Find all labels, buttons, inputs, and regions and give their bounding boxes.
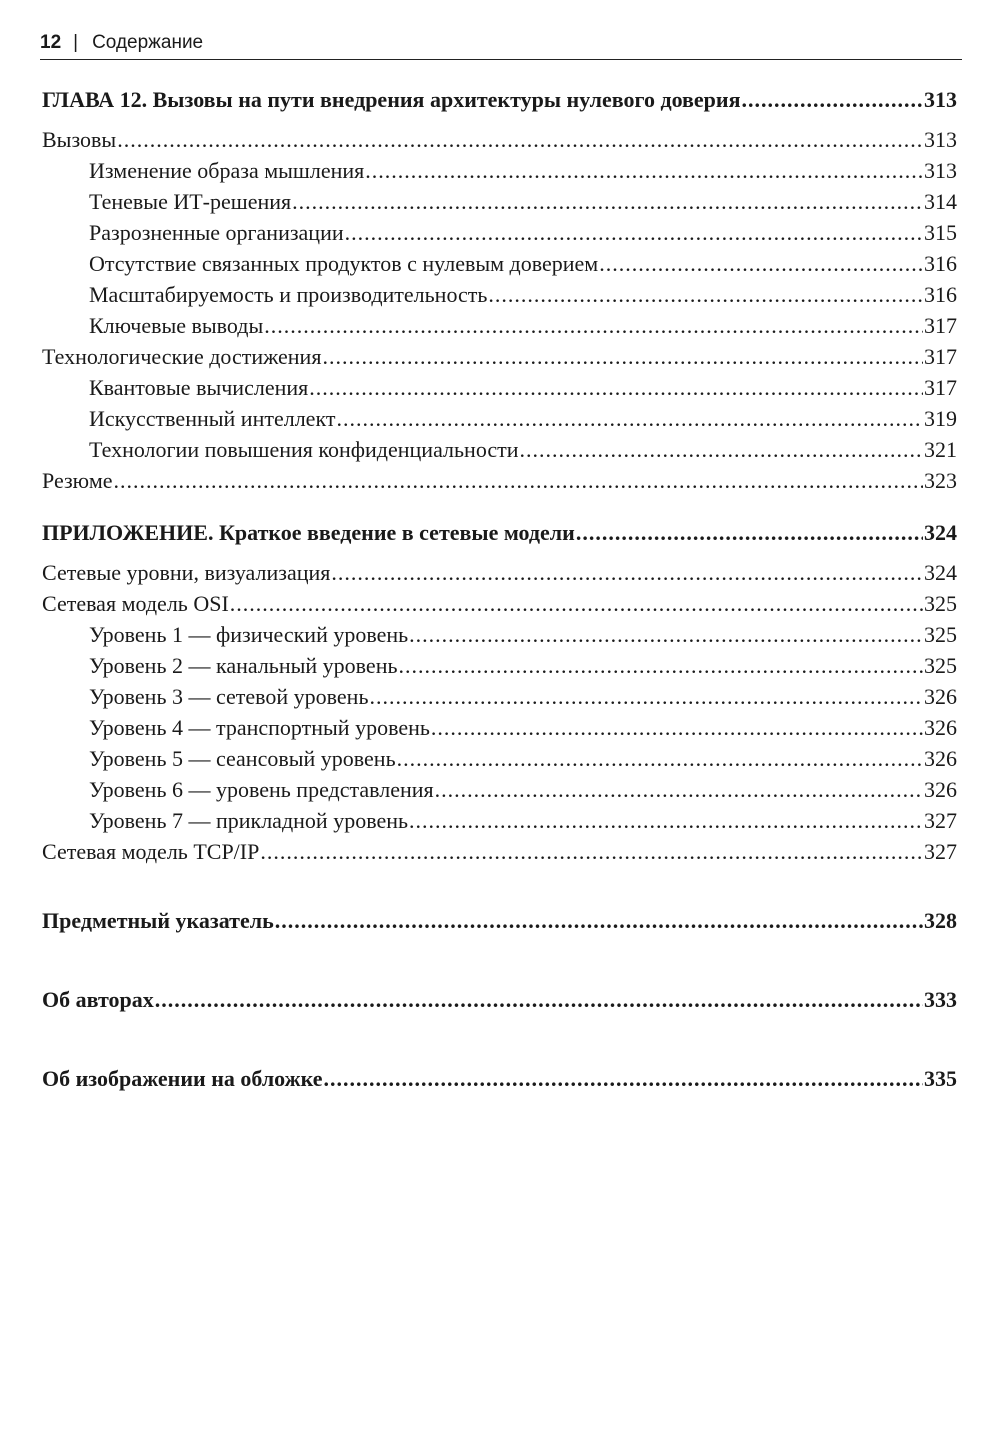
toc-entry[interactable]: [42, 465, 957, 496]
toc-entry-title: Уровень 6 — уровень представления: [89, 777, 434, 802]
toc-entry-page: 325: [924, 591, 957, 616]
toc-entry-title: ПРИЛОЖЕНИЕ. Краткое введение в сетевые модели: [42, 520, 575, 545]
toc-entry[interactable]: [42, 310, 957, 341]
toc-entry-title: Уровень 5 — сеансовый уровень: [89, 746, 396, 771]
running-title: Содержание: [92, 32, 204, 53]
toc-entry[interactable]: [42, 743, 957, 774]
toc-entry-title: Уровень 2 — канальный уровень: [89, 653, 398, 678]
toc-entry-page: 317: [924, 313, 957, 338]
toc-appendix[interactable]: [42, 517, 957, 549]
toc-entry[interactable]: [42, 557, 957, 588]
toc-leader-dots: [488, 279, 923, 310]
toc-entry-title: Об изображении на обложке: [42, 1066, 323, 1091]
toc-leader-dots: [576, 517, 923, 549]
toc-entry-page: 317: [924, 344, 957, 369]
toc-entry[interactable]: [42, 372, 957, 403]
toc-entry-title: Предметный указатель: [42, 908, 274, 933]
page-number: 12: [40, 32, 62, 53]
toc-entry[interactable]: [42, 217, 957, 248]
toc-entry-page: 326: [924, 746, 957, 771]
toc-entry-page: 325: [924, 653, 957, 678]
toc-entry[interactable]: [42, 279, 957, 310]
toc-entry-page: 324: [924, 520, 957, 545]
toc-entry[interactable]: [42, 434, 957, 465]
toc-entry-title: Технологии повышения конфиденциальности: [89, 437, 519, 462]
toc-entry-page: 326: [924, 715, 957, 740]
toc-entry-page: 327: [924, 839, 957, 864]
toc-leader-dots: [431, 712, 923, 743]
running-header: [40, 30, 962, 60]
toc-entry[interactable]: [42, 712, 957, 743]
toc-entry-title: Сетевая модель OSI: [42, 591, 229, 616]
toc-index[interactable]: [42, 905, 957, 937]
toc-leader-dots: [345, 217, 923, 248]
toc-entry[interactable]: [42, 805, 957, 836]
toc-entry-page: 324: [924, 560, 957, 585]
toc-leader-dots: [397, 743, 923, 774]
toc-entry-title: Уровень 7 — прикладной уровень: [89, 808, 409, 833]
toc-entry-title: Вызовы: [42, 127, 117, 152]
toc-entry-title: Резюме: [42, 468, 113, 493]
toc-entry-title: Уровень 1 — физический уровень: [89, 622, 409, 647]
toc-entry[interactable]: [42, 588, 957, 619]
toc-leader-dots: [520, 434, 923, 465]
toc-chapter-12[interactable]: [42, 84, 957, 116]
toc-entry-title: Квантовые вычисления: [89, 375, 309, 400]
toc-entry-page: 333: [924, 987, 957, 1012]
toc-entry-page: 325: [924, 622, 957, 647]
toc-entry-page: 316: [924, 282, 957, 307]
toc-entry-title: Масштабируемость и производительность: [89, 282, 488, 307]
toc-leader-dots: [155, 984, 923, 1016]
toc-entry[interactable]: [42, 341, 957, 372]
toc-leader-dots: [309, 372, 923, 403]
toc-entry[interactable]: [42, 774, 957, 805]
toc-leader-dots: [365, 155, 923, 186]
toc-entry-page: 315: [924, 220, 957, 245]
toc-entry-page: 326: [924, 777, 957, 802]
toc-entry[interactable]: [42, 650, 957, 681]
toc-leader-dots: [399, 650, 924, 681]
toc-leader-dots: [599, 248, 923, 279]
toc-entry-title: Теневые ИТ-решения: [89, 189, 292, 214]
toc-leader-dots: [260, 836, 923, 867]
toc-entry-page: 335: [924, 1066, 957, 1091]
toc-entry[interactable]: [42, 619, 957, 650]
toc-entry-page: 323: [924, 468, 957, 493]
toc-entry-page: 313: [924, 127, 957, 152]
toc-entry-page: 321: [924, 437, 957, 462]
toc-entry[interactable]: [42, 403, 957, 434]
toc-leader-dots: [264, 310, 923, 341]
toc-entry-title: Ключевые выводы: [89, 313, 264, 338]
toc-leader-dots: [114, 465, 923, 496]
toc-leader-dots: [323, 1063, 923, 1095]
toc-entry-page: 316: [924, 251, 957, 276]
toc-entry-title: Разрозненные организации: [89, 220, 344, 245]
toc-about-cover[interactable]: [42, 1063, 957, 1095]
toc-leader-dots: [275, 905, 923, 937]
toc-entry-title: Отсутствие связанных продуктов с нулевым доверием: [89, 251, 599, 276]
toc-leader-dots: [409, 619, 923, 650]
toc-about-authors[interactable]: [42, 984, 957, 1016]
toc-leader-dots: [117, 124, 923, 155]
toc-entry-page: 317: [924, 375, 957, 400]
toc-entry-title: Технологические достижения: [42, 344, 322, 369]
toc-leader-dots: [409, 805, 923, 836]
toc-leader-dots: [742, 84, 924, 116]
toc-entry-title: Сетевая модель TCP/IP: [42, 839, 260, 864]
toc-entry[interactable]: [42, 155, 957, 186]
toc-entry[interactable]: [42, 124, 957, 155]
toc-entry-page: 327: [924, 808, 957, 833]
toc-entry[interactable]: [42, 681, 957, 712]
toc-leader-dots: [435, 774, 923, 805]
toc-entry-page: 328: [924, 908, 957, 933]
toc-entry[interactable]: [42, 248, 957, 279]
toc-entry-title: ГЛАВА 12. Вызовы на пути внедрения архитектуры нулевого доверия: [42, 87, 741, 112]
toc-entry-page: 319: [924, 406, 957, 431]
toc-entry-title: Об авторах: [42, 987, 154, 1012]
header-separator: |: [73, 32, 79, 53]
toc-entry-title: Искусственный интеллект: [89, 406, 336, 431]
toc-leader-dots: [336, 403, 923, 434]
toc-entry[interactable]: [42, 836, 957, 867]
toc-entry-page: 326: [924, 684, 957, 709]
toc-entry-title: Уровень 3 — сетевой уровень: [89, 684, 369, 709]
toc-leader-dots: [230, 588, 923, 619]
toc-leader-dots: [331, 557, 923, 588]
toc-entry-title: Сетевые уровни, визуализация: [42, 560, 331, 585]
toc-leader-dots: [322, 341, 923, 372]
toc-leader-dots: [292, 186, 923, 217]
toc-entry-title: Уровень 4 — транспортный уровень: [89, 715, 430, 740]
toc-entry-page: 313: [924, 87, 957, 112]
toc-entry-page: 313: [924, 158, 957, 183]
toc-entry-page: 314: [924, 189, 957, 214]
table-of-contents: [42, 84, 957, 1095]
toc-leader-dots: [370, 681, 924, 712]
toc-entry-title: Изменение образа мышления: [89, 158, 365, 183]
toc-entry[interactable]: [42, 186, 957, 217]
